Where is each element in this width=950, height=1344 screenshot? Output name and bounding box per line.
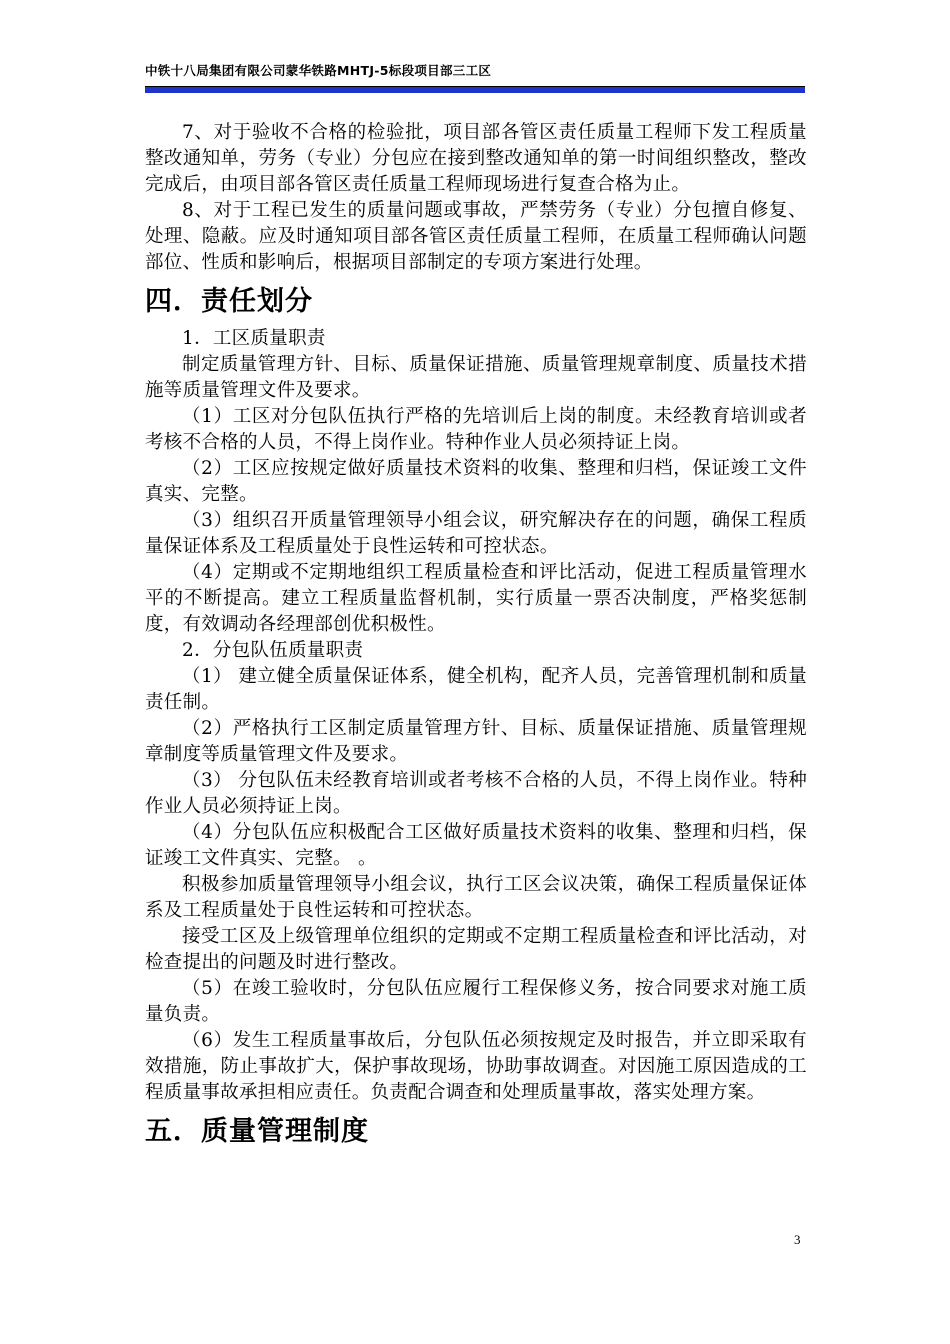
header-rule bbox=[145, 86, 805, 93]
paragraph-7: 7、对于验收不合格的检验批，项目部各管区责任质量工程师下发工程质量整改通知单，劳务（专业）分包应在接到整改通知单的第一时间组织整改，整改完成后，由项目部各管区责任质量工程师现场进行复查合格为止。 bbox=[145, 122, 807, 195]
paragraph-item-4: （4）定期或不定期地组织工程质量检查和评比活动，促进工程质量管理水平的不断提高。建立工程质量监督机制，实行质量一票否决制度，严格奖惩制度，有效调动各经理部创优积极性。 bbox=[145, 562, 807, 635]
paragraph-sub-item-3: （3） 分包队伍未经教育培训或者考核不合格的人员，不得上岗作业。特种作业人员必须持证上岗。 bbox=[145, 770, 807, 817]
paragraph-item-1: （1）工区对分包队伍执行严格的先培训后上岗的制度。未经教育培训或者考核不合格的人员，不得上岗作业。特种作业人员必须持证上岗。 bbox=[145, 406, 807, 453]
section-heading-5: 五．质量管理制度 bbox=[145, 1116, 369, 1147]
subsection-title-1: 1．工区质量职责 bbox=[182, 328, 326, 349]
paragraph-meeting: 积极参加质量管理领导小组会议，执行工区会议决策，确保工程质量保证体系及工程质量处于良性运转和可控状态。 bbox=[145, 874, 807, 921]
paragraph-item-2: （2）工区应按规定做好质量技术资料的收集、整理和归档，保证竣工文件真实、完整。 bbox=[145, 458, 807, 505]
page-number: 3 bbox=[794, 1232, 801, 1247]
section-heading-4: 四．责任划分 bbox=[145, 286, 313, 317]
page-header bbox=[145, 62, 805, 93]
paragraph-sub-item-6: （6）发生工程质量事故后，分包队伍必须按规定及时报告，并立即采取有效措施，防止事故扩大，保护事故现场，协助事故调查。对因施工原因造成的工程质量事故承担相应责任。负责配合调查和处理质量事故，落实处理方案。 bbox=[145, 1030, 807, 1103]
paragraph-item-3: （3）组织召开质量管理领导小组会议，研究解决存在的问题，确保工程质量保证体系及工程质量处于良性运转和可控状态。 bbox=[145, 510, 807, 557]
paragraph-8: 8、对于工程已发生的质量问题或事故，严禁劳务（专业）分包擅自修复、处理、隐蔽。应及时通知项目部各管区责任质量工程师，在质量工程师确认问题部位、性质和影响后，根据项目部制定的专项方案进行处理。 bbox=[145, 200, 807, 273]
paragraph-sub-item-5: （5）在竣工验收时，分包队伍应履行工程保修义务，按合同要求对施工质量负责。 bbox=[145, 978, 807, 1025]
paragraph-inspection: 接受工区及上级管理单位组织的定期或不定期工程质量检查和评比活动，对检查提出的问题及时进行整改。 bbox=[145, 926, 807, 973]
subsection-title-2: 2．分包队伍质量职责 bbox=[182, 640, 364, 661]
document-body bbox=[145, 120, 807, 1156]
header-title: 中铁十八局集团有限公司蒙华铁路MHTJ-5标段项目部三工区 bbox=[145, 63, 492, 78]
paragraph-sub-item-2: （2）严格执行工区制定质量管理方针、目标、质量保证措施、质量管理规章制度等质量管理文件及要求。 bbox=[145, 718, 807, 765]
paragraph-work-area-duty: 制定质量管理方针、目标、质量保证措施、质量管理规章制度、质量技术措施等质量管理文件及要求。 bbox=[145, 354, 807, 401]
paragraph-sub-item-4: （4）分包队伍应积极配合工区做好质量技术资料的收集、整理和归档，保证竣工文件真实、完整。 。 bbox=[145, 822, 807, 869]
paragraph-sub-item-1: （1） 建立健全质量保证体系，健全机构，配齐人员，完善管理机制和质量责任制。 bbox=[145, 666, 807, 713]
